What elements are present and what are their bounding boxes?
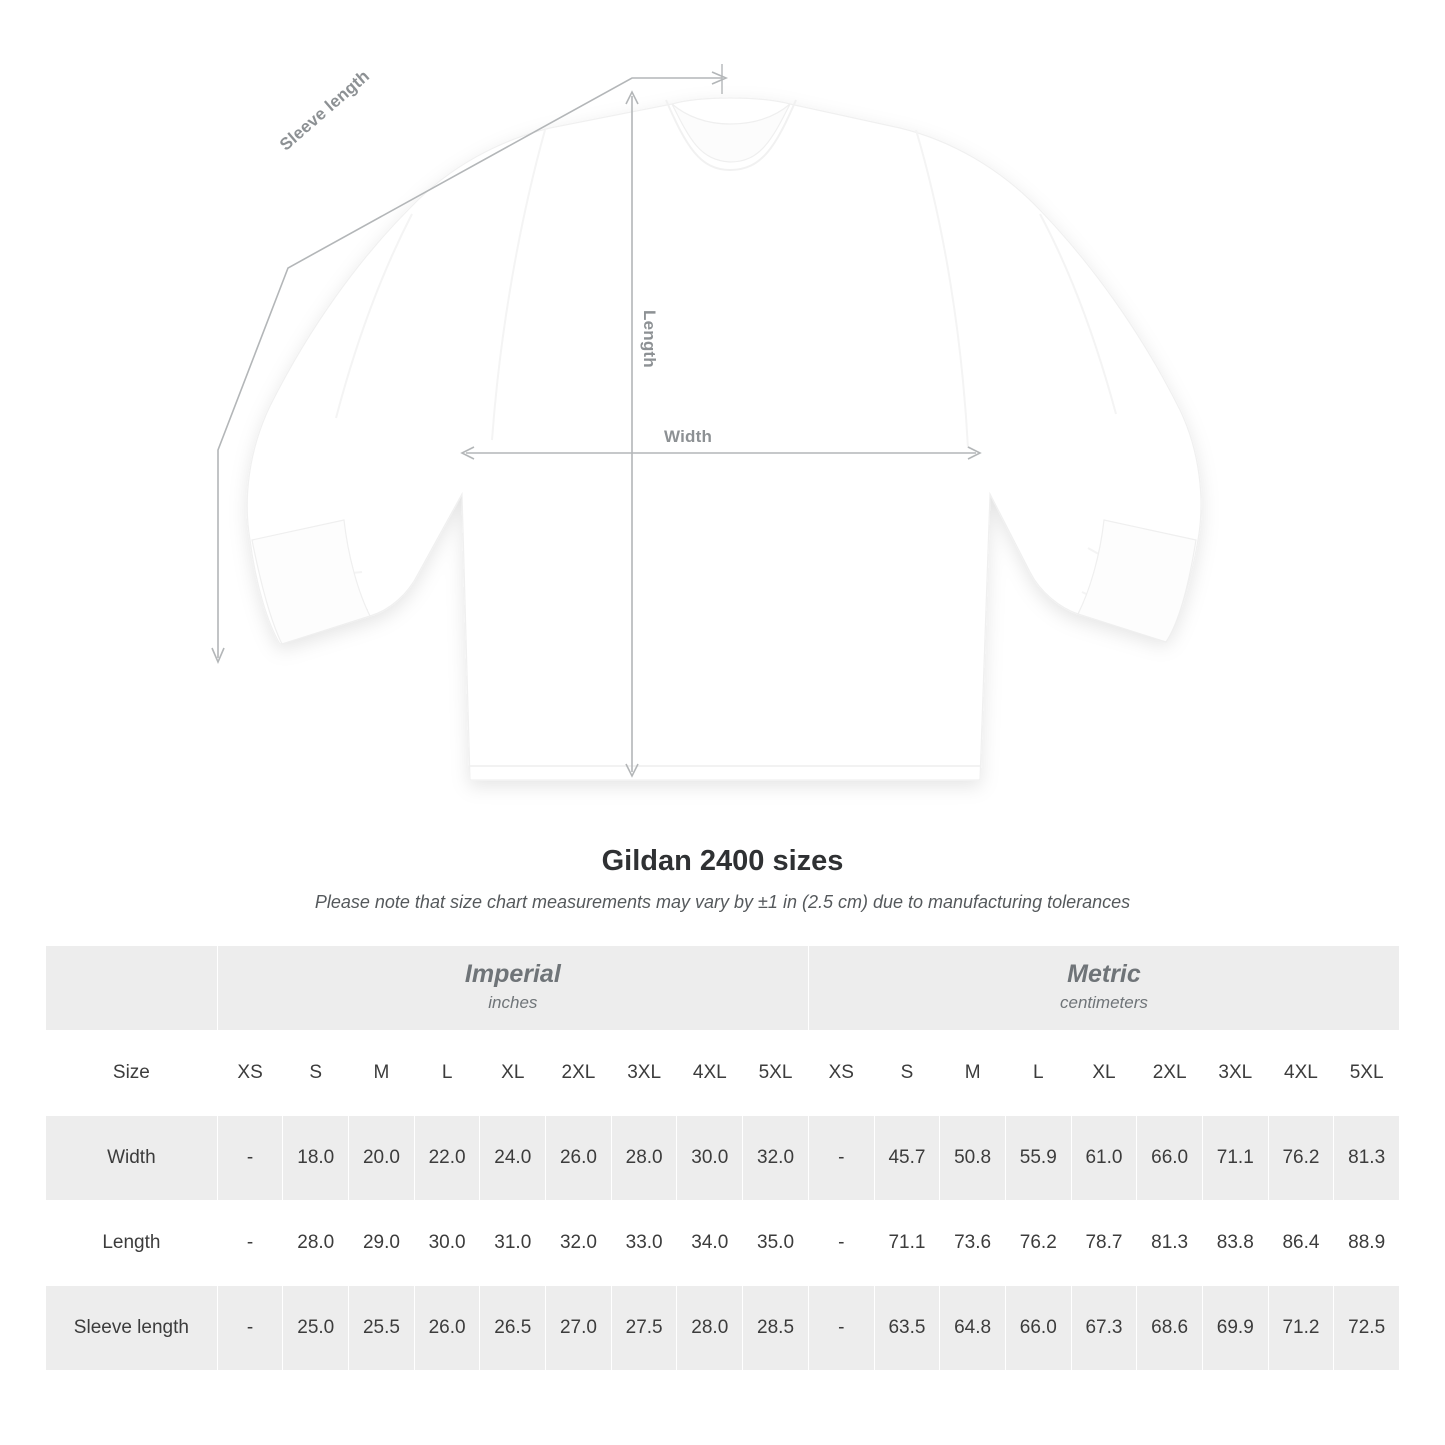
size-column-header: S bbox=[874, 1031, 940, 1116]
measurement-cell: - bbox=[217, 1286, 283, 1371]
size-column-header: XL bbox=[1071, 1031, 1137, 1116]
measurement-cell: 24.0 bbox=[480, 1116, 546, 1201]
size-column-header: XS bbox=[808, 1031, 874, 1116]
measurement-cell: 29.0 bbox=[349, 1201, 415, 1286]
measurement-cell: 61.0 bbox=[1071, 1116, 1137, 1201]
measurement-cell: 26.0 bbox=[414, 1286, 480, 1371]
measurement-cell: 76.2 bbox=[1268, 1116, 1334, 1201]
measurement-cell: 81.3 bbox=[1334, 1116, 1400, 1201]
measurement-cell: 81.3 bbox=[1137, 1201, 1203, 1286]
size-column-header: M bbox=[349, 1031, 415, 1116]
measurement-cell: 66.0 bbox=[1005, 1286, 1071, 1371]
title-block bbox=[0, 845, 1445, 913]
table-row bbox=[46, 1286, 1400, 1371]
measurement-cell: 88.9 bbox=[1334, 1201, 1400, 1286]
measurement-cell: 27.0 bbox=[546, 1286, 612, 1371]
measurement-cell: 71.2 bbox=[1268, 1286, 1334, 1371]
measurement-cell: 67.3 bbox=[1071, 1286, 1137, 1371]
measurement-cell: - bbox=[808, 1201, 874, 1286]
size-column-header: 4XL bbox=[1268, 1031, 1334, 1116]
measurement-cell: 55.9 bbox=[1005, 1116, 1071, 1201]
size-column-header: 2XL bbox=[1137, 1031, 1203, 1116]
measurement-cell: 66.0 bbox=[1137, 1116, 1203, 1201]
measurement-cell: - bbox=[217, 1201, 283, 1286]
measurement-cell: 34.0 bbox=[677, 1201, 743, 1286]
unit-header-imperial bbox=[217, 946, 808, 1031]
size-header-label: Size bbox=[46, 1031, 218, 1116]
measurement-cell: 26.0 bbox=[546, 1116, 612, 1201]
measurement-cell: 25.5 bbox=[349, 1286, 415, 1371]
measurement-cell: 45.7 bbox=[874, 1116, 940, 1201]
unit-name: Metric bbox=[1067, 960, 1141, 989]
size-column-header: 2XL bbox=[546, 1031, 612, 1116]
table-row bbox=[46, 1116, 1400, 1201]
page-title: Gildan 2400 sizes bbox=[601, 845, 844, 877]
measurement-cell: 32.0 bbox=[743, 1116, 809, 1201]
measurement-cell: 71.1 bbox=[874, 1201, 940, 1286]
row-label: Length bbox=[46, 1201, 218, 1286]
size-column-header: 3XL bbox=[611, 1031, 677, 1116]
measurement-cell: 31.0 bbox=[480, 1201, 546, 1286]
size-table bbox=[45, 945, 1400, 1371]
size-column-header: XS bbox=[217, 1031, 283, 1116]
size-table-wrap bbox=[45, 945, 1400, 1371]
measurement-cell: 35.0 bbox=[743, 1201, 809, 1286]
measurement-cell: 30.0 bbox=[677, 1116, 743, 1201]
size-column-header: 4XL bbox=[677, 1031, 743, 1116]
measurement-cell: 33.0 bbox=[611, 1201, 677, 1286]
measurement-cell: 69.9 bbox=[1202, 1286, 1268, 1371]
measurement-cell: 73.6 bbox=[940, 1201, 1006, 1286]
measurement-cell: 27.5 bbox=[611, 1286, 677, 1371]
table-row bbox=[46, 1201, 1400, 1286]
size-column-header: 5XL bbox=[1334, 1031, 1400, 1116]
measurement-cell: 28.0 bbox=[283, 1201, 349, 1286]
measurement-cell: 71.1 bbox=[1202, 1116, 1268, 1201]
measurement-cell: 22.0 bbox=[414, 1116, 480, 1201]
measurement-cell: 28.0 bbox=[611, 1116, 677, 1201]
measurement-cell: 18.0 bbox=[283, 1116, 349, 1201]
measurement-cell: 28.5 bbox=[743, 1286, 809, 1371]
measurement-cell: 86.4 bbox=[1268, 1201, 1334, 1286]
measurement-cell: 64.8 bbox=[940, 1286, 1006, 1371]
unit-header-row bbox=[46, 946, 1400, 1031]
measurement-cell: 28.0 bbox=[677, 1286, 743, 1371]
row-label: Width bbox=[46, 1116, 218, 1201]
size-column-header: XL bbox=[480, 1031, 546, 1116]
row-label: Sleeve length bbox=[46, 1286, 218, 1371]
measurement-cell: 76.2 bbox=[1005, 1201, 1071, 1286]
measurement-cell: 72.5 bbox=[1334, 1286, 1400, 1371]
size-column-header: S bbox=[283, 1031, 349, 1116]
measurement-cell: 63.5 bbox=[874, 1286, 940, 1371]
size-column-header: L bbox=[1005, 1031, 1071, 1116]
sleeve-length-label: Sleeve length bbox=[276, 66, 374, 155]
measurement-cell: 78.7 bbox=[1071, 1201, 1137, 1286]
width-label: Width bbox=[664, 427, 713, 446]
measurement-cell: 83.8 bbox=[1202, 1201, 1268, 1286]
size-column-header: M bbox=[940, 1031, 1006, 1116]
size-column-header: 3XL bbox=[1202, 1031, 1268, 1116]
length-label: Length bbox=[640, 310, 659, 368]
size-column-header: 5XL bbox=[743, 1031, 809, 1116]
unit-name: Imperial bbox=[464, 960, 561, 989]
unit-header-metric bbox=[808, 946, 1399, 1031]
measurement-cell: 68.6 bbox=[1137, 1286, 1203, 1371]
size-header-row bbox=[46, 1031, 1400, 1116]
measurement-cell: 50.8 bbox=[940, 1116, 1006, 1201]
unit-subtitle: centimeters bbox=[1060, 992, 1148, 1012]
tolerance-note: Please note that size chart measurements may vary by ±1 in (2.5 cm) due to manufacturing tolerances bbox=[314, 892, 1131, 912]
measurement-cell: 30.0 bbox=[414, 1201, 480, 1286]
measurement-cell: 32.0 bbox=[546, 1201, 612, 1286]
measurement-cell: - bbox=[217, 1116, 283, 1201]
measurement-cell: - bbox=[808, 1286, 874, 1371]
measurement-cell: - bbox=[808, 1116, 874, 1201]
unit-subtitle: inches bbox=[488, 992, 538, 1012]
size-column-header: L bbox=[414, 1031, 480, 1116]
measurement-cell: 25.0 bbox=[283, 1286, 349, 1371]
measurement-cell: 20.0 bbox=[349, 1116, 415, 1201]
unit-header-spacer bbox=[46, 946, 218, 1031]
measurement-cell: 26.5 bbox=[480, 1286, 546, 1371]
